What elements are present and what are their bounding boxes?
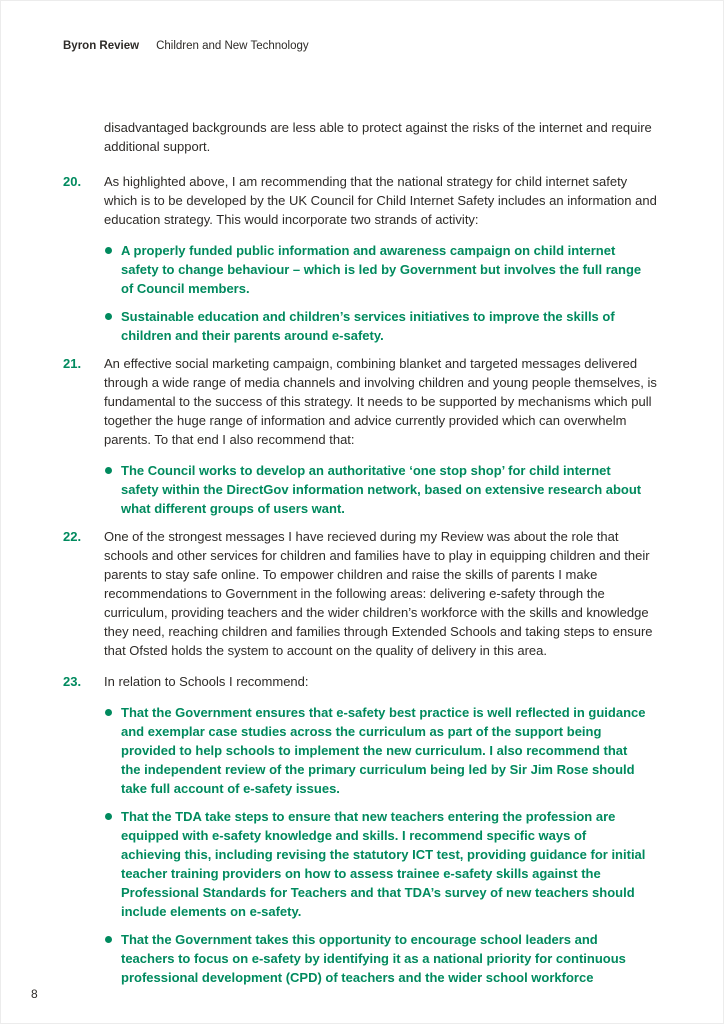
page-number: 8 (31, 987, 38, 1001)
page-header (63, 39, 309, 53)
paragraph-text: As highlighted above, I am recommending that the national strategy for child internet safety which is to be developed by the UK Council for Child Internet Safety includes an information and education strategy. This would incorporate two strands of activity: (104, 174, 657, 227)
header-document-title: Children and New Technology (156, 40, 309, 52)
paragraph-text: One of the strongest messages I have recieved during my Review was about the role that schools and other services for children and families have to play in equipping children and their parents to stay safe online. To empower children and raise the skills of parents I make recommendations to Government in the following areas: delivering e-safety through the curriculum, providing teachers and the wider children’s workforce with the skills and knowledge they need, reaching children and families through Extended Schools and taking steps to ensure that Ofsted holds the system to account on the quality of delivery in this area. (104, 529, 653, 658)
paragraph-20 (63, 172, 665, 229)
list-item (104, 461, 649, 518)
paragraph-21 (63, 354, 665, 449)
paragraph-number: 23. (63, 674, 82, 689)
page-body (63, 118, 665, 996)
list-item (104, 307, 649, 345)
bullet-text: A properly funded public information and awareness campaign on child internet safety to change behaviour – which is led by Government but involves the full range of Council members. (121, 243, 642, 296)
paragraph-22 (63, 527, 665, 660)
bullet-icon (105, 709, 112, 716)
paragraph-number: 21. (63, 356, 82, 371)
bullet-text: The Council works to develop an authoritative ‘one stop shop’ for child internet safety within the DirectGov information network, based on extensive research about what different groups of users want. (121, 463, 642, 516)
paragraph-continuation: disadvantaged backgrounds are less able to protect against the risks of the internet and require additional support. (104, 120, 652, 154)
paragraph-text: In relation to Schools I recommend: (104, 674, 309, 689)
bullet-text: That the Government takes this opportunity to encourage school leaders and teachers to focus on e-safety by identifying it as a national priority for continuous professional development (CPD) of teachers and the wider school workforce (121, 932, 626, 985)
paragraph-23 (63, 672, 665, 691)
bullet-icon (105, 813, 112, 820)
bullet-icon (105, 936, 112, 943)
recommendation-list-21 (63, 461, 665, 518)
paragraph-text: An effective social marketing campaign, combining blanket and targeted messages delivered through a wide range of media channels and involving children and young people themselves, is fundamental to the success of this strategy. It needs to be supported by mechanisms which pull together the huge range of information and advice currently provided which can overwhelm parents. To that end I also recommend that: (104, 356, 657, 447)
list-item (104, 241, 649, 298)
recommendation-list-20 (63, 241, 665, 345)
bullet-text: Sustainable education and children’s services initiatives to improve the skills of children and their parents around e-safety. (121, 309, 615, 343)
paragraph-number: 20. (63, 174, 82, 189)
paragraph-number: 22. (63, 529, 82, 544)
bullet-text: That the Government ensures that e-safety best practice is well reflected in guidance and exemplar case studies across the curriculum as part of the support being provided to help schools to implement the new curriculum. I also recommend that the independent review of the primary curriculum being led by Sir Jim Rose should take full account of e-safety issues. (121, 705, 646, 796)
header-review-title: Byron Review (63, 40, 140, 52)
bullet-icon (105, 313, 112, 320)
recommendation-list-23 (63, 703, 665, 987)
bullet-icon (105, 247, 112, 254)
bullet-icon (105, 467, 112, 474)
list-item (104, 807, 649, 921)
bullet-text: That the TDA take steps to ensure that new teachers entering the profession are equipped with e-safety knowledge and skills. I recommend specific ways of achieving this, including revising the statutory ICT test, providing guidance for initial teacher training providers on how to assess trainee e-safety skills against the Professional Standards for Teachers and that TDA’s survey of new teachers should include elements on e-safety. (121, 809, 646, 919)
list-item (104, 930, 649, 987)
list-item (104, 703, 649, 798)
